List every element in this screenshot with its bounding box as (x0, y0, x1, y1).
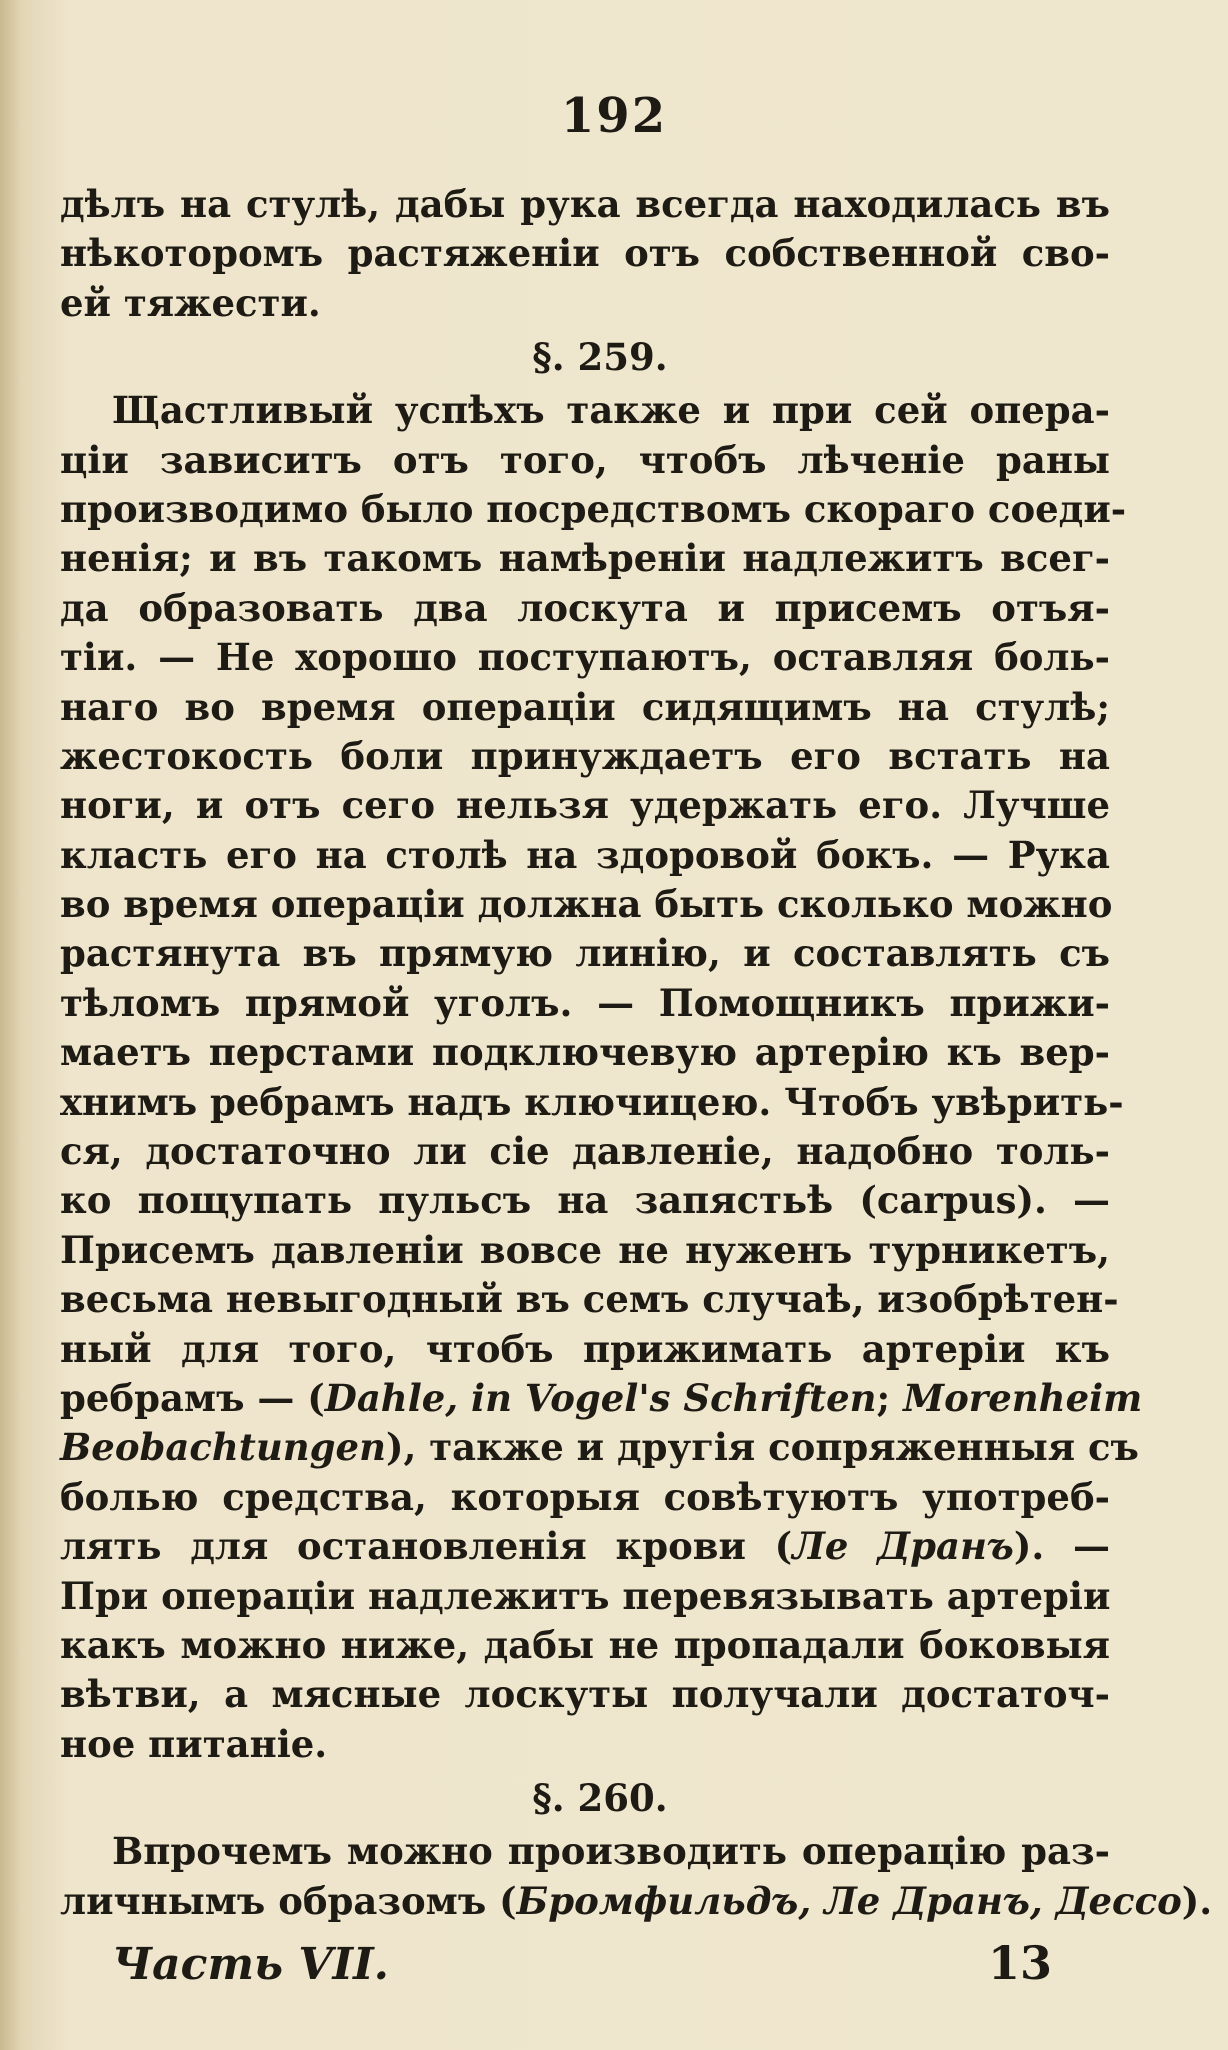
text-line: растянута въ прямую линію, и составлять съ (60, 931, 1110, 976)
text-line: Щастливый успѣхъ также и при сей опера- (112, 388, 1110, 433)
text-line: болью средства, которыя совѣтуютъ употреб- (60, 1474, 1110, 1519)
citation-ledran: Ле Дранъ (792, 1524, 1014, 1569)
text-line: ное питаніе. (60, 1721, 328, 1766)
page-body (60, 180, 1213, 1926)
text-line: ненія; и въ такомъ намѣреніи надлежитъ всег- (60, 536, 1110, 581)
citation-separator: ; (876, 1375, 891, 1420)
page-number: 192 (560, 88, 668, 144)
citation-morenheim: Morenheim (903, 1375, 1143, 1420)
text-line: какъ можно ниже, дабы не пропадали боковыя (60, 1622, 1110, 1667)
text-line: ный для того, чтобъ прижимать артеріи къ (60, 1326, 1110, 1371)
text-line: ноги, и отъ сего нельзя удержать его. Лучше (60, 783, 1110, 828)
text-line: маетъ перстами подключевую артерію къ вер- (60, 1030, 1110, 1075)
text-line: ціи зависитъ отъ того, чтобъ лѣченіе раны (60, 437, 1110, 482)
section-heading-260: §. 260. (532, 1776, 668, 1821)
text-line: класть его на столѣ на здоровой бокъ. — Рука (60, 832, 1110, 877)
section-heading-259: §. 259. (532, 335, 668, 380)
citation-prefix: личнымъ образомъ ( (60, 1878, 517, 1923)
citation-dahle: Dahle, in Vogel's Schriften (324, 1375, 877, 1420)
citation-beobachtungen: Beobachtungen (60, 1425, 386, 1470)
citation-rest: ), также и другія сопряженныя съ (385, 1425, 1139, 1470)
signature-mark: 13 (987, 1936, 1052, 1990)
text-line-citation (60, 1877, 1213, 1926)
citation-suffix: ). — (1013, 1524, 1110, 1569)
text-line: весьма невыгодный въ семъ случаѣ, изобрѣтен- (60, 1277, 1119, 1322)
text-line: вѣтви, а мясные лоскуты получали достаточ- (60, 1672, 1110, 1717)
text-line: ей тяжести. (60, 280, 321, 325)
text-line-citation (60, 1522, 1110, 1571)
text-line: дѣлъ на стулѣ, дабы рука всегда находилась въ (60, 182, 1110, 226)
text-line: При операціи надлежитъ перевязывать артеріи (60, 1573, 1111, 1618)
text-line: ся, достаточно ли сіе давленіе, надобно толь- (60, 1129, 1110, 1174)
text-line: наго во время операціи сидящимъ на стулѣ; (60, 684, 1110, 729)
citation-names: Бромфильдъ, Ле Дранъ, Дессо (516, 1878, 1182, 1923)
text-line-citation (60, 1423, 1139, 1472)
text-line: производимо было посредствомъ скораго соеди- (60, 486, 1127, 531)
volume-part-label: Часть VII. (112, 1939, 389, 1990)
citation-prefix: ребрамъ — ( (60, 1375, 325, 1420)
text-line: во время операціи должна быть сколько можно (60, 882, 1113, 927)
text-line: Присемъ давленіи вовсе не нуженъ турникетъ, (60, 1227, 1110, 1272)
text-line: хнимъ ребрамъ надъ ключицею. Чтобъ увѣрить- (60, 1079, 1124, 1124)
citation-prefix: лять для остановленія крови ( (60, 1524, 793, 1569)
text-line: нѣкоторомъ растяженіи отъ собственной сво- (60, 231, 1110, 276)
text-line: ко пощупать пульсъ на запястьѣ (carpus). — (60, 1178, 1110, 1223)
citation-suffix: ). (1181, 1878, 1213, 1923)
text-line: жестокость боли принуждаетъ его встать на (60, 733, 1110, 778)
text-line: тіи. — Не хорошо поступаютъ, оставляя боль- (60, 635, 1110, 680)
text-line: Впрочемъ можно производить операцію раз- (112, 1829, 1110, 1874)
text-line-citation (60, 1374, 1143, 1423)
text-line: тѣломъ прямой уголъ. — Помощникъ прижи- (60, 980, 1110, 1025)
text-line: да образовать два лоскута и присемъ отъя- (60, 585, 1110, 630)
page-footer (112, 1936, 1052, 1990)
